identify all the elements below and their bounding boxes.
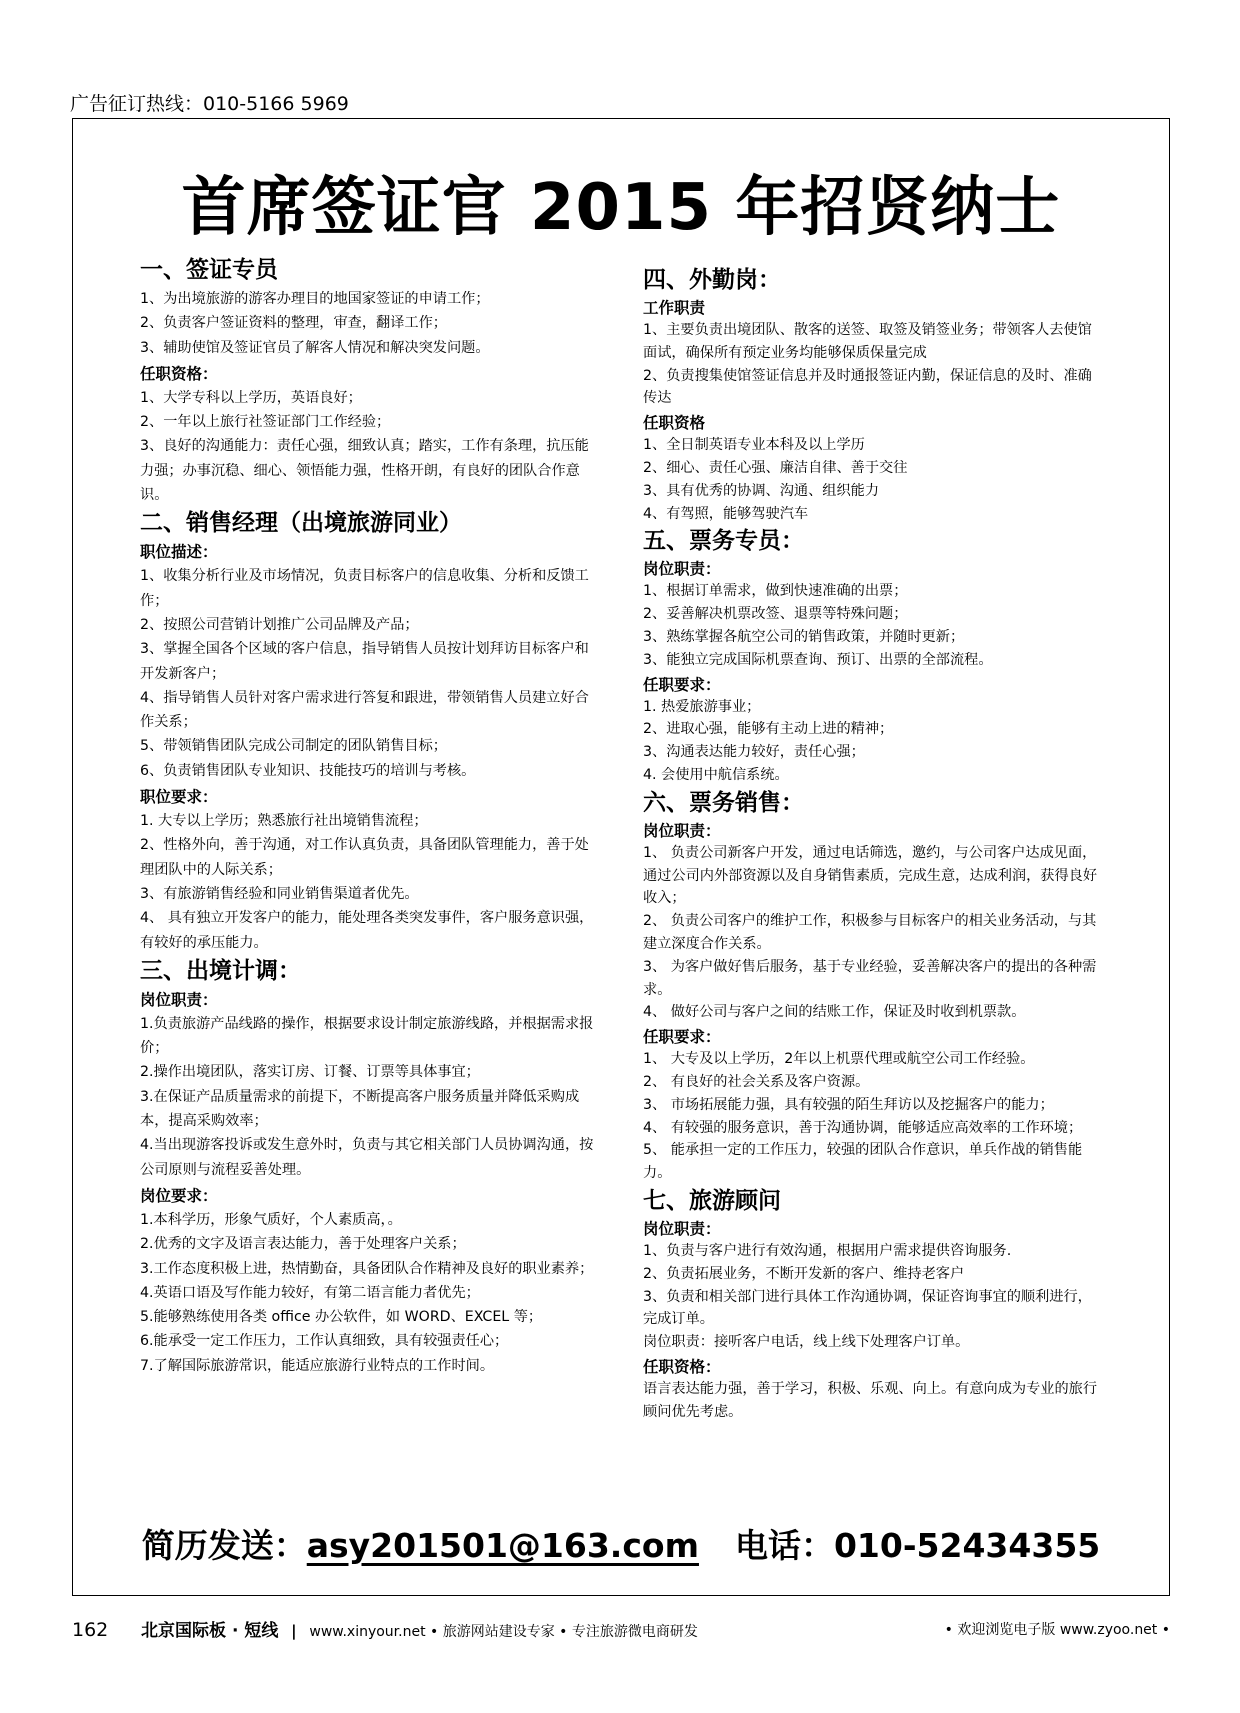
- list-item: 2、负责搜集使馆签证信息并及时通报签证内勤，保证信息的及时、准确传达: [643, 367, 1092, 407]
- list-item: 7.了解国际旅游常识，能适应旅游行业特点的工作时间。: [140, 1357, 495, 1374]
- page-number: 162: [72, 1619, 109, 1641]
- list-item: 3.工作态度积极上进，热情勤奋，具备团队合作精神及良好的职业素养；: [140, 1260, 594, 1277]
- page-title: 首席签证官 2015 年招贤纳士: [181, 171, 1061, 245]
- section-heading: 五、票务专员：: [643, 528, 804, 555]
- list-item: 4、有驾照，能够驾驶汽车: [643, 505, 809, 522]
- list-item: 4、指导销售人员针对客户需求进行答复和跟进，带领销售人员建立好合作关系；: [140, 689, 589, 731]
- list-item: 3、沟通表达能力较好，责任心强；: [643, 744, 865, 761]
- footer-separator: |: [291, 1622, 297, 1640]
- list-item: 5、带领销售团队完成公司制定的团队销售目标；: [140, 738, 447, 755]
- list-item: 3、 市场拓展能力强，具有较强的陌生拜访以及挖掘客户的能力；: [643, 1096, 1054, 1113]
- subsection-label: 工作职责: [643, 299, 706, 317]
- list-item: 2.优秀的文字及语言表达能力，善于处理客户关系；: [140, 1236, 466, 1253]
- list-item: 3、负责和相关部门进行具体工作沟通协调，保证咨询事宜的顺利进行，完成订单。: [643, 1288, 1092, 1328]
- subsection-label: 职位描述：: [140, 543, 218, 562]
- list-item: 6.能承受一定工作压力，工作认真细致，具有较强责任心；: [140, 1333, 509, 1350]
- list-item: 1、 负责公司新客户开发，通过电话筛选，邀约，与公司客户达成见面，通过公司内外部资源以及自身销售素质，完成生意，达成利润，获得良好收入；: [643, 844, 1098, 907]
- page-footer: [72, 1618, 1170, 1644]
- list-item: 1、 大专及以上学历，2年以上机票代理或航空公司工作经验。: [643, 1051, 1035, 1068]
- list-item: 1、大学专科以上学历，英语良好；: [140, 389, 362, 406]
- list-item: 4. 会使用中航信系统。: [643, 766, 789, 783]
- list-item: 3、有旅游销售经验和同业销售渠道者优先。: [140, 885, 419, 902]
- footer-ebook-text: • 欢迎浏览电子版 www.zyoo.net •: [944, 1622, 1170, 1638]
- list-item: 3、能独立完成国际机票查询、预订、出票的全部流程。: [643, 651, 993, 668]
- list-item: 4、 具有独立开发客户的能力，能处理各类突发事件，客户服务意识强，有较好的承压能力。: [140, 910, 594, 951]
- subsection-label: 岗位要求：: [140, 1186, 218, 1205]
- subsection-label: 任职资格: [643, 414, 706, 433]
- subsection-label: 任职要求：: [643, 675, 721, 694]
- section-heading: 六、票务销售：: [643, 789, 804, 816]
- list-item: 1.本科学历，形象气质好，个人素质高，。: [140, 1211, 402, 1228]
- left-column: [140, 254, 602, 1378]
- list-item: 1、负责与客户进行有效沟通，根据用户需求提供咨询服务.: [643, 1242, 1012, 1259]
- list-item: 4.当出现游客投诉或发生意外时，负责与其它相关部门人员协调沟通，按公司原则与流程妥善处理。: [140, 1137, 594, 1178]
- list-item: 4、 有较强的服务意识，善于沟通协调，能够适应高效率的工作环境；: [643, 1119, 1083, 1136]
- list-item: 1. 大专以上学历；熟悉旅行社出境销售流程；: [140, 813, 428, 830]
- subsection-label: 任职资格：: [140, 364, 218, 383]
- list-item: 4、 做好公司与客户之间的结账工作，保证及时收到机票款。: [643, 1004, 1026, 1021]
- list-item: 2、负责客户签证资料的整理，审查，翻译工作；: [140, 315, 447, 332]
- publication-name: 北京国际板 · 短线: [141, 1621, 279, 1641]
- subsection-label: 岗位职责：: [643, 1219, 721, 1238]
- list-item: 2、妥善解决机票改签、退票等特殊问题；: [643, 606, 908, 623]
- list-item: 1、主要负责出境团队、散客的送签、取签及销签业务；带领客人去使馆面试，确保所有预定业务均能够保质保量完成: [643, 322, 1092, 361]
- list-item: 1、收集分析行业及市场情况，负责目标客户的信息收集、分析和反馈工作；: [140, 568, 589, 609]
- ad-hotline: 广告征订热线：010-5166 5969: [70, 93, 349, 115]
- list-item: 2、负责拓展业务，不断开发新的客户、维持老客户: [643, 1265, 965, 1282]
- list-item: 3、辅助使馆及签证官员了解客人情况和解决突发问题。: [140, 339, 490, 356]
- list-item: 岗位职责：接听客户电话，线上线下处理客户订单。: [643, 1334, 970, 1351]
- list-item: 5、 能承担一定的工作压力，较强的团队合作意识，单兵作战的销售能力。: [643, 1142, 1083, 1182]
- email-link[interactable]: asy201501@163.com: [306, 1526, 699, 1565]
- list-item: 5.能够熟练使用各类 office 办公软件，如 WORD、EXCEL 等；: [140, 1309, 543, 1326]
- contact-line: [72, 1524, 1170, 1568]
- right-column: [643, 264, 1106, 1423]
- section-heading: 二、销售经理（出境旅游同业）: [140, 510, 462, 537]
- phone-number: 010-52434355: [833, 1526, 1101, 1565]
- subsection-label: 任职资格：: [643, 1357, 721, 1376]
- list-item: 1. 热爱旅游事业；: [643, 698, 761, 715]
- footer-site-text: www.xinyour.net • 旅游网站建设专家 • 专注旅游微电商研发: [309, 1624, 698, 1640]
- list-item: 2、一年以上旅行社签证部门工作经验；: [140, 414, 391, 431]
- subsection-label: 任职要求：: [643, 1028, 721, 1047]
- list-item: 3、良好的沟通能力：责任心强，细致认真；踏实，工作有条理，抗压能力强；办事沉稳、细心、领悟能力强，性格开朗，有良好的团队合作意识。: [140, 438, 589, 504]
- list-item: 1、根据订单需求，做到快速准确的出票；: [643, 583, 908, 600]
- list-item: 3、掌握全国各个区域的客户信息，指导销售人员按计划拜访目标客户和开发新客户；: [140, 641, 589, 682]
- list-item: 3、熟练掌握各航空公司的销售政策，并随时更新；: [643, 628, 965, 645]
- section-heading: 一、签证专员: [140, 257, 278, 283]
- list-item: 1.负责旅游产品线路的操作，根据要求设计制定旅游线路，并根据需求报价；: [140, 1015, 594, 1057]
- subsection-label: 岗位职责：: [643, 821, 721, 840]
- list-item: 语言表达能力强，善于学习，积极、乐观、向上。有意向成为专业的旅行顾问优先考虑。: [643, 1380, 1098, 1420]
- section-heading: 七、旅游顾问: [643, 1187, 781, 1214]
- phone-label: 电话：: [734, 1526, 834, 1565]
- subsection-label: 岗位职责：: [140, 990, 218, 1009]
- list-item: 3.在保证产品质量需求的前提下，不断提高客户服务质量并降低采购成本，提高采购效率；: [140, 1088, 580, 1130]
- list-item: 2、性格外向，善于沟通，对工作认真负责，具备团队管理能力，善于处理团队中的人际关系；: [140, 837, 589, 878]
- list-item: 1、为出境旅游的游客办理目的地国家签证的申请工作；: [140, 291, 490, 307]
- subsection-label: 职位要求：: [140, 788, 218, 807]
- section-heading: 三、出境计调：: [140, 957, 301, 984]
- list-item: 2、进取心强，能够有主动上进的精神；: [643, 721, 894, 738]
- list-item: 2、 负责公司客户的维护工作，积极参与目标客户的相关业务活动，与其建立深度合作关系。: [643, 913, 1097, 952]
- list-item: 2、按照公司营销计划推广公司品牌及产品；: [140, 616, 419, 633]
- resume-label: 简历发送：: [141, 1526, 307, 1565]
- list-item: 2、细心、责任心强、廉洁自律、善于交往: [643, 459, 908, 476]
- list-item: 1、全日制英语专业本科及以上学历: [643, 437, 865, 454]
- list-item: 6、负责销售团队专业知识、技能技巧的培训与考核。: [140, 762, 476, 779]
- list-item: 4.英语口语及写作能力较好，有第二语言能力者优先；: [140, 1284, 480, 1301]
- list-item: 2、 有良好的社会关系及客户资源。: [643, 1073, 870, 1090]
- section-heading: 四、外勤岗：: [643, 267, 781, 293]
- list-item: 3、具有优秀的协调、沟通、组织能力: [643, 482, 880, 499]
- list-item: 2.操作出境团队，落实订房、订餐、订票等具体事宜；: [140, 1064, 480, 1081]
- list-item: 3、 为客户做好售后服务，基于专业经验，妥善解决客户的提出的各种需求。: [643, 958, 1097, 998]
- subsection-label: 岗位职责：: [643, 560, 721, 579]
